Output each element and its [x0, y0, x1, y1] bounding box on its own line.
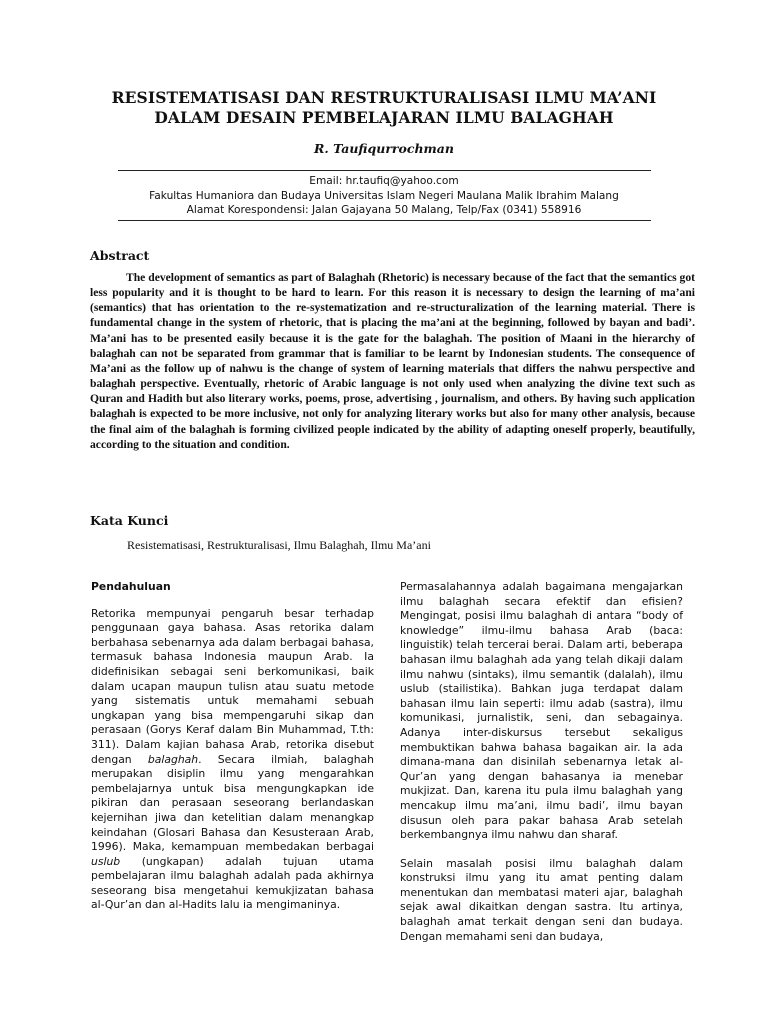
section-heading-pendahuluan: Pendahuluan	[91, 580, 171, 593]
keywords-text: Resistematisasi, Restrukturalisasi, Ilmu Balaghah, Ilmu Ma’ani	[127, 538, 431, 552]
left-paragraph-1	[91, 607, 374, 913]
left-p1-part-c: (ungkapan) adalah tujuan utama pembelajaran ilmu balaghah adalah pada akhirnya seseorang bisa mengetahui kemukjizatan bahasa al-Qur’an dan al-Hadits lalu ia mengimaninya.	[91, 854, 374, 912]
top-rule	[118, 170, 651, 171]
author-email: Email: hr.taufiq@yahoo.com	[309, 175, 459, 187]
abstract-text: The development of semantics as part of Balaghah (Rhetoric) is necessary because of the fact that the semantics got less popularity and it is thought to be hard to learn. For this reason it is necessary to design the learning of ma’ani (semantics) that has orientation to the re-systematization and re-structuralization of the learning material. There is fundamental change in the system of rhetoric, that is placing the ma’ani at the beginning, followed by bayan and badi’. Ma’ani has to be presented easily because it is the gate for the balaghah. The position of Maani in the hierarchy of balaghah can not be separated from grammar that is familiar to be learnt by Indonesian students. The consequence of Ma’ani as the follow up of nahwu is the change of system of learning materials that differs the nahwu perspective and balaghah perspective. Eventually, rhetoric of Arabic language is not only used when analyzing the divine text such as Quran and Hadith but also literary works, poems, prose, advertising , journalism, and others. By having such application balaghah is expected to be more inclusive, not only for analyzing literary works but also for many other analysis, because the final aim of the balaghah is forming civilized people indicated by the ability of adapting oneself properly, beautifully, according to the situation and condition.	[90, 271, 695, 451]
keywords-heading: Kata Kunci	[90, 513, 169, 528]
abstract-heading: Abstract	[90, 248, 150, 263]
left-p1-emphasis-uslub: uslub	[91, 854, 121, 868]
right-paragraph-2: Selain masalah posisi ilmu balaghah dalam konstruksi ilmu yang itu amat penting dalam menentukan dan membatasi materi ajar, balaghah sejak awal dikaitkan dengan sastra. Itu artinya, balaghah amat terkait dengan seni dan budaya. Dengan memahami seni dan budaya,	[400, 856, 683, 943]
right-column	[400, 580, 683, 958]
left-p1-part-b: . Secara ilmiah, balaghah merupakan disiplin ilmu yang mengarahkan pembelajarnya untuk bisa mengungkapkan ide pikiran dan perasaan seseorang berlandaskan kejernihan jiwa dan ketelitian dalam menangkap keindahan (Glosari Bahasa dan Kesusteraan Arab, 1996). Maka, kemampuan membedakan berbagai	[91, 752, 375, 854]
paper-title	[90, 88, 678, 128]
title-line-1: RESISTEMATISASI DAN RESTRUKTURALISASI ILMU MA’ANI	[111, 88, 657, 107]
left-p1-part-a: Retorika mempunyai pengaruh besar terhadap penggunaan gaya bahasa. Asas retorika dalam berbahasa sebenarnya ada dalam berbagai bahasa, termasuk bahasa Indonesia maupun Arab. Ia didefinisikan sebagai seni berkomunikasi, baik dalam ucapan maupun tulisn atau suatu metode yang sistematis untuk memahami sebuah ungkapan yang bisa mempengaruhi sikap dan perasaan (Gorys Keraf dalam Bin Muhammad, T.th: 311). Dalam kajian bahasa Arab, retorika disebut dengan	[91, 606, 374, 766]
author-affiliation: Fakultas Humaniora dan Budaya Universitas Islam Negeri Maulana Malik Ibrahim Malang	[149, 189, 619, 202]
author-name: R. Taufiqurrochman	[314, 141, 454, 156]
correspondence-address: Alamat Korespondensi: Jalan Gajayana 50 Malang, Telp/Fax (0341) 558916	[186, 204, 582, 216]
left-column	[91, 580, 374, 927]
title-line-2: DALAM DESAIN PEMBELAJARAN ILMU BALAGHAH	[154, 108, 614, 127]
bottom-rule	[118, 220, 651, 221]
right-paragraph-1: Permasalahannya adalah bagaimana mengajarkan ilmu balaghah secara efektif dan efisien? Mengingat, posisi ilmu balaghah di antara “body of knowledge” ilmu-ilmu bahasa Arab (baca: linguistik) telah tercerai berai. Dalam arti, beberapa bahasan ilmu balaghah ada yang telah dikaji dalam ilmu nahwu (sintaks), ilmu semantik (dalalah), ilmu uslub (stailistika). Bahkan juga terdapat dalam bahasan ilmu lain seperti: ilmu adab (sastra), ilmu komunikasi, jurnalistik, seni, dan sebagainya. Adanya inter-diskursus tersebut sekaligus membuktikan bahwa bahasa bagaikan air. Ia ada dimana-mana dan disinilah sebenarnya letak al-Qur’an yang dengan bahasanya ia menebar mukjizat. Dan, karena itu pula ilmu balaghah yang mencakup ilmu ma’ani, ilmu badi’, ilmu bayan disusun oleh para pakar bahasa Arab setelah berkembangnya ilmu nahwu dan sharaf.	[400, 580, 683, 842]
left-p1-emphasis-balaghah: balaghah	[147, 752, 199, 766]
affiliation-block	[90, 174, 678, 218]
